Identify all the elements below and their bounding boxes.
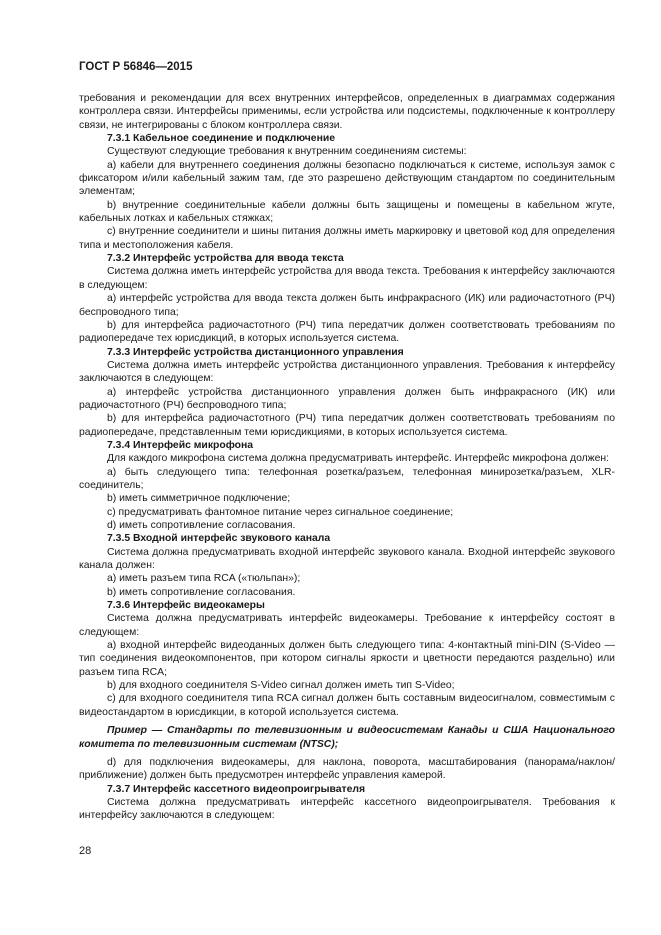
section-heading: 7.3.7 Интерфейс кассетного видеопроигрывателя [107,783,366,795]
paragraph: d) иметь сопротивление согласования. [107,520,296,531]
paragraph: а) входной интерфейс видеоданных должен быть следующего типа: 4-контактный mini-DIN (S-Video — тип соединения видеокомпонентов, при котором сигналы яркости и цветности передаются раздельно) или разъем типа RCA; [79,640,615,678]
paragraph: Система должна иметь интерфейс устройства для ввода текста. Требования к интерфейсу заключаются в следующем: [79,266,615,291]
paragraph: Существуют следующие требования к внутренним соединениям системы: [107,146,467,158]
paragraph: Система должна иметь интерфейс устройства дистанционного управления. Требования к интерфейсу заключаются в следующем: [79,359,615,385]
paragraph: а) кабели для внутреннего соединения должны безопасно подключаться к системе, используя замок с фиксатором и/или кабельный зажим там, где это разрешено действующим стандартом по соединительным элементам; [79,159,615,198]
paragraph: Система должна предусматривать интерфейс кассетного видеопроигрывателя. Требования к интерфейсу заключаются в следующем: [79,796,615,822]
paragraph: требования и рекомендации для всех внутренних интерфейсов, определенных в диаграммах содержания контроллера связи. Интерфейсы применимы, если устройства или подсистемы, подключенные к контроллеру связи, не интегрированы с блоком контроллера связи. [79,93,615,131]
paragraph: b) для входного соединителя S-Video сигнал должен иметь тип S-Video; [107,680,455,692]
paragraph: а) иметь разъем типа RCA («тюльпан»); [107,573,301,585]
document-header: ГОСТ Р 56846—2015 [79,61,193,73]
paragraph: Система должна предусматривать интерфейс видеокамеры. Требование к интерфейсу состоят в следующем: [79,613,615,638]
page-number: 28 [79,845,92,857]
paragraph: а) быть следующего типа: телефонная розетка/разъем, телефонная минирозетка/разъем, XLR-соединитель; [79,466,615,491]
section-heading: 7.3.3 Интерфейс устройства дистанционного управления [107,346,404,358]
section-heading: 7.3.4 Интерфейс микрофона [107,439,254,451]
paragraph: с) предусматривать фантомное питание через сигнальное соединение; [107,506,454,518]
paragraph: с) для входного соединителя типа RCA сигнал должен быть составным видеосигналом, совместимым с видеостандартом в юрисдикции, в которой используется система. [79,693,615,718]
section-heading: 7.3.5 Входной интерфейс звукового канала [107,533,331,545]
paragraph: b) иметь симметричное подключение; [107,493,291,505]
section-heading: 7.3.6 Интерфейс видеокамеры [107,600,265,612]
paragraph: b) для интерфейса радиочастотного (РЧ) типа передатчик должен соответствовать требованиям по радиопередаче, представленным теми юрисдикциями, в которых используется система. [79,413,615,438]
paragraph: Для каждого микрофона система должна предусматривать интерфейс. Интерфейс микрофона должен: [107,453,610,465]
document-body [79,92,615,823]
section-heading: 7.3.1 Кабельное соединение и подключение [107,133,336,145]
paragraph: d) для подключения видеокамеры, для наклона, поворота, масштабирования (панорама/наклон/приближение) должен быть предусмотрен интерфейс управления камерой. [79,756,615,782]
paragraph: с) внутренние соединители и шины питания должны иметь маркировку и цветовой код для определения типа и местоположения кабеля. [79,226,615,251]
paragraph: b) иметь сопротивление согласования. [107,586,296,598]
section-heading: 7.3.2 Интерфейс устройства для ввода текста [107,253,344,265]
paragraph: b) внутренние соединительные кабели должны быть защищены и помещены в кабельном жгуте, кабельных лотках и кабельных стяжках; [79,199,615,225]
example-note: Пример — Стандарты по телевизионным и видеосистемам Канады и США Национального комитета по телевизионным системам (NTSC); [79,725,615,750]
paragraph: Система должна предусматривать входной интерфейс звукового канала. Входной интерфейс звукового канала должен: [79,546,615,572]
paragraph: а) интерфейс устройства для ввода текста должен быть инфракрасного (ИК) или радиочастотного (РЧ) беспроводного типа; [79,293,615,318]
paragraph: а) интерфейс устройства дистанционного управления должен быть инфракрасного (ИК) или радиочастотного (РЧ) беспроводного типа; [79,386,615,411]
paragraph: b) для интерфейса радиочастотного (РЧ) типа передатчик должен соответствовать требованиям по радиопередаче тех юрисдикций, в которых используется система. [79,319,615,345]
